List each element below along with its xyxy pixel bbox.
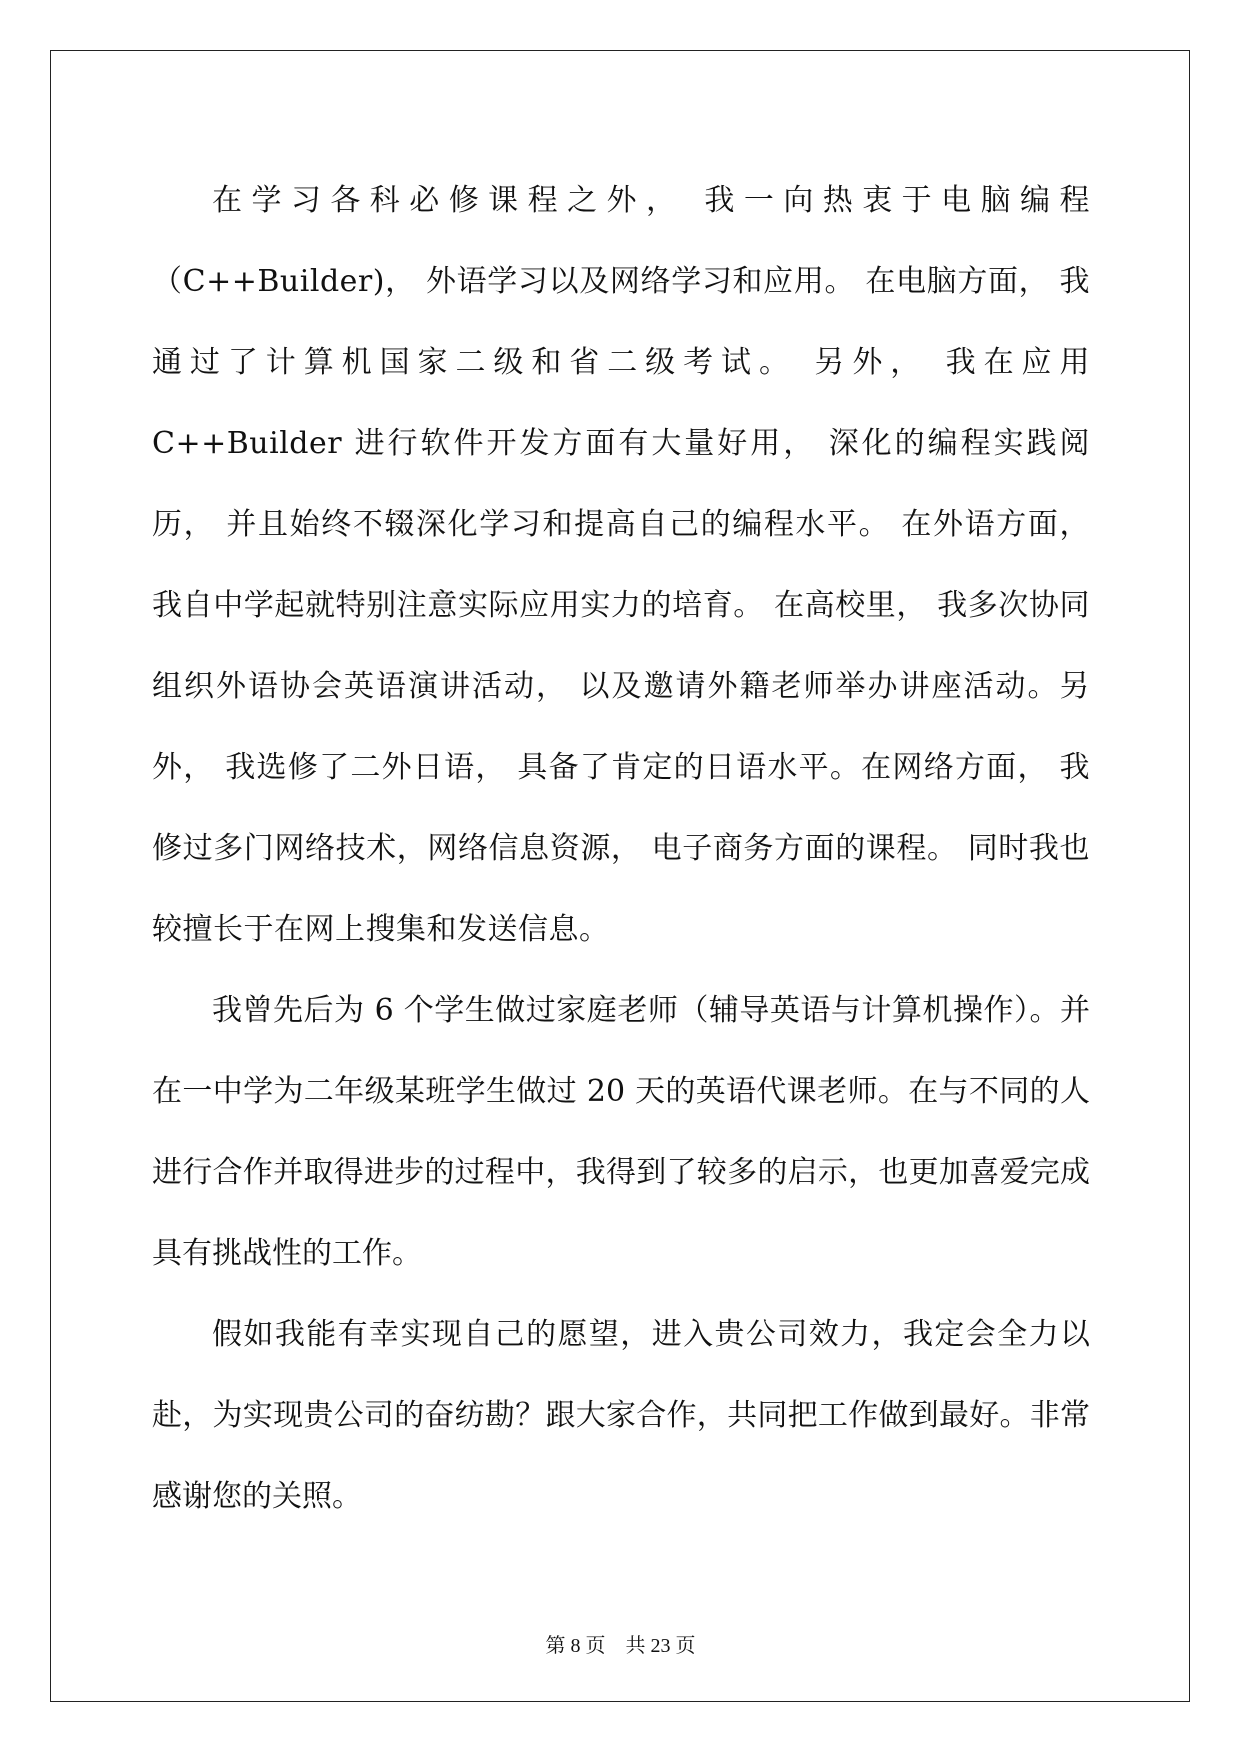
total-pages: 共 23 页 [625, 1635, 696, 1657]
page-number: 第 8 页 [545, 1635, 606, 1657]
document-body [152, 160, 1090, 1537]
paragraph-2: 我曾先后为 6 个学生做过家庭老师（辅导英语与计算机操作）。并在一中学为二年级某班学生做过 20 天的英语代课老师。在与不同的人进行合作并取得进步的过程中，我得到了较多的启示，也更加喜爱完成具有挑战性的工作。 [152, 993, 1090, 1271]
paragraph-3: 假如我能有幸实现自己的愿望，进入贵公司效力，我定会全力以赴，为实现贵公司的奋纺勘？跟大家合作，共同把工作做到最好。非常感谢您的关照。 [152, 1317, 1090, 1514]
paragraph-1: 在学习各科必修课程之外， 我一向热衷于电脑编程（C++Builder)， 外语学习以及网络学习和应用。 在电脑方面， 我通过了计算机国家二级和省二级考试。 另外， 我在应用 C++Builder 进行软件开发方面有大量好用， 深化的编程实践阅历， 并且始终不辍深化学习和提高自己的编程水平。 在外语方面， 我自中学起就特别注意实际应用实力的培育。 在高校里， 我多次协同组织外语协会英语演讲活动， 以及邀请外籍老师举办讲座活动。另外， 我选修了二外日语， 具备了肯定的日语水平。在网络方面， 我修过多门网络技术，网络信息资源， 电子商务方面的课程。 同时我也较擅长于在网上搜集和发送信息。 [152, 183, 1090, 947]
page-footer [0, 1629, 1241, 1658]
